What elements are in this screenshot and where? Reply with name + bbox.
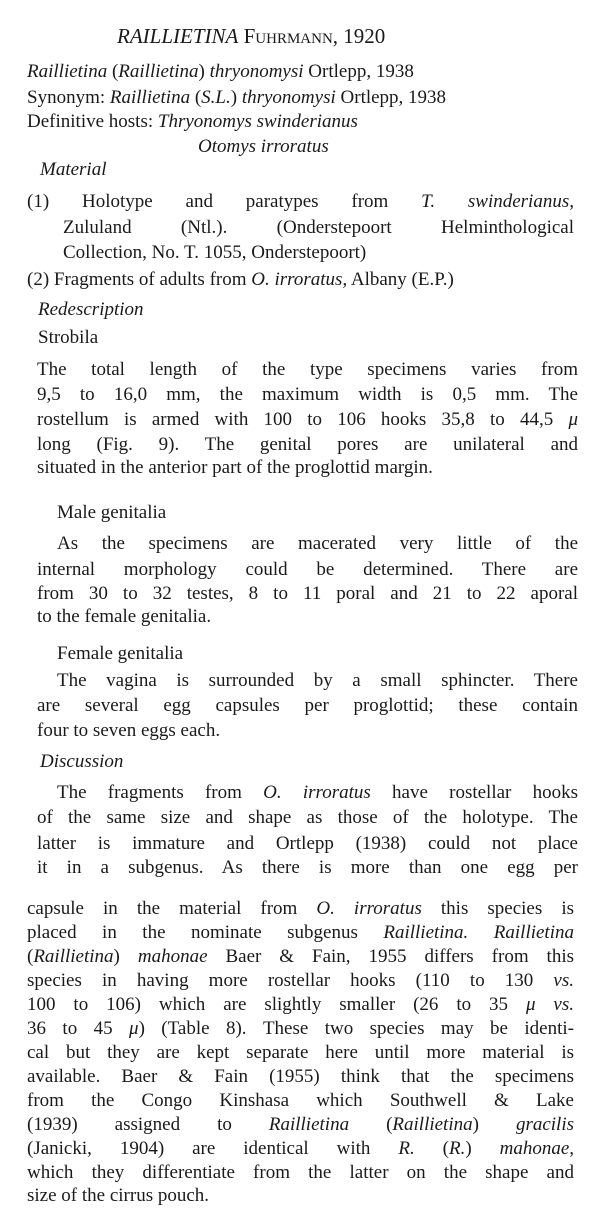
text-line — [27, 945, 574, 969]
text-segment: placed in the nominate subgenus — [27, 922, 384, 943]
italic-text: μ — [129, 1018, 139, 1039]
italic-text: Raillietina — [109, 87, 191, 108]
text-line — [37, 856, 578, 880]
italic-text: S.L. — [201, 87, 231, 108]
text-segment: have rostellar hooks — [370, 782, 579, 803]
text-segment: four to seven eggs each. — [37, 720, 221, 741]
text-line — [37, 383, 578, 407]
text-segment: Definitive hosts: — [27, 111, 158, 132]
text-line — [27, 1017, 574, 1041]
italic-text: μ vs. — [525, 994, 574, 1015]
text-line — [38, 298, 144, 322]
text-segment: 9,5 to 16,0 mm, the maximum width is 0,5 mm. The — [37, 384, 578, 405]
text-segment: ) — [230, 87, 242, 108]
text-line — [37, 806, 578, 830]
text-segment: The fragments from — [57, 782, 264, 803]
text-segment: Male genitalia — [57, 502, 167, 523]
text-segment: ) (Table 8). These two species may be identi- — [138, 1018, 574, 1039]
text-segment: The total length of the type specimens varies from — [37, 359, 578, 380]
italic-text: Thryonomys swinderianus — [157, 111, 358, 132]
italic-text: Raillietina. Raillietina — [383, 922, 574, 943]
italic-text: Discussion — [40, 751, 124, 772]
text-line — [27, 1113, 574, 1137]
text-segment: Synonym: — [27, 87, 110, 108]
text-line — [37, 558, 578, 582]
text-segment: latter is immature and Ortlepp (1938) could not place — [37, 833, 578, 854]
text-segment: this species is — [421, 898, 574, 919]
text-segment: Zululand (Ntl.). (Onderstepoort Helminthological — [63, 217, 574, 238]
italic-text: gracilis — [515, 1114, 575, 1135]
text-segment: Fuhrmann — [243, 24, 333, 48]
text-segment: from the Congo Kinshasa which Southwell & Lake — [27, 1090, 574, 1111]
text-line — [37, 605, 211, 629]
italic-text: O. irroratus, — [251, 269, 348, 290]
text-line — [40, 750, 123, 774]
italic-text: R. — [448, 1138, 466, 1159]
text-segment: ) — [113, 946, 138, 967]
italic-text: Redescription — [38, 299, 144, 320]
text-line — [27, 993, 574, 1017]
text-segment: ) — [472, 1114, 516, 1135]
text-line — [27, 897, 574, 921]
text-segment: (1) Holotype and paratypes from — [27, 191, 422, 212]
italic-text: vs. — [553, 970, 574, 991]
page-title — [117, 24, 385, 48]
text-line — [37, 582, 578, 606]
text-segment: to the female genitalia. — [37, 606, 212, 627]
text-segment: of the same size and shape as those of the holotype. The — [37, 807, 578, 828]
text-line — [198, 135, 329, 159]
italic-text: thryonomysi — [241, 87, 336, 108]
text-segment: ) — [465, 1138, 500, 1159]
text-line — [27, 1161, 574, 1185]
text-line — [37, 719, 220, 743]
italic-text: Raillietina — [392, 1114, 473, 1135]
text-line — [27, 1089, 574, 1113]
text-line — [27, 86, 446, 110]
text-segment: ( — [349, 1114, 393, 1135]
text-segment: (1939) assigned to — [27, 1114, 269, 1135]
text-segment: are several egg capsules per proglottid; these contain — [37, 695, 578, 716]
italic-text: Otomys irroratus — [198, 136, 329, 157]
text-line — [57, 642, 183, 666]
text-segment: Ortlepp, 1938 — [335, 87, 447, 108]
text-line — [63, 216, 574, 240]
text-line — [57, 781, 578, 805]
italic-text: Raillietina — [268, 1114, 350, 1135]
text-segment: As the specimens are macerated very little of the — [57, 533, 578, 554]
italic-text: R. — [398, 1138, 415, 1159]
text-line — [37, 358, 578, 382]
italic-text: Raillietina — [27, 61, 108, 82]
italic-text: Raillietina — [118, 61, 199, 82]
text-segment: capsule in the material from — [27, 898, 317, 919]
text-line — [37, 433, 578, 457]
text-line — [37, 408, 578, 432]
text-line — [38, 326, 98, 350]
text-segment: Collection, No. T. 1055, Onderstepoort) — [63, 242, 367, 263]
text-line — [27, 110, 358, 134]
italic-text: O. irroratus — [316, 898, 422, 919]
text-line — [27, 1137, 574, 1161]
text-segment: 36 to 45 — [27, 1018, 130, 1039]
text-line — [37, 832, 578, 856]
text-segment: situated in the anterior part of the proglottid margin. — [37, 457, 433, 478]
text-line — [40, 158, 107, 182]
italic-text: RAILLIETINA — [117, 24, 239, 48]
text-line — [27, 921, 574, 945]
text-segment: (2) Fragments of adults from — [27, 269, 252, 290]
text-line — [57, 669, 578, 693]
text-segment: size of the cirrus pouch. — [27, 1185, 210, 1206]
text-line — [37, 456, 433, 480]
text-segment: Albany (E.P.) — [347, 269, 454, 290]
text-segment: Baer & Fain, 1955 differs from this — [207, 946, 575, 967]
text-segment: Female genitalia — [57, 643, 184, 664]
text-segment: ) — [198, 61, 210, 82]
text-segment: Ortlepp, 1938 — [303, 61, 414, 82]
text-line — [27, 60, 414, 84]
text-segment: rostellum is armed with 100 to 106 hooks 35,8 to 44,5 — [37, 409, 569, 430]
text-segment: (Janicki, 1904) are identical with — [27, 1138, 399, 1159]
text-line — [37, 694, 578, 718]
text-line — [63, 241, 366, 265]
italic-text: μ — [568, 409, 578, 430]
text-segment: internal morphology could be determined. There are — [37, 559, 578, 580]
text-line — [57, 532, 578, 556]
italic-text: Raillietina — [33, 946, 114, 967]
text-line — [27, 1065, 574, 1089]
text-line — [27, 1041, 574, 1065]
text-segment: , 1920 — [332, 24, 386, 48]
text-line — [27, 268, 454, 292]
text-segment: ( — [107, 61, 119, 82]
text-segment: The vagina is surrounded by a small sphincter. There — [57, 670, 578, 691]
italic-text: O. irroratus — [263, 782, 371, 803]
text-segment: Strobila — [38, 327, 99, 348]
text-segment: species in having more rostellar hooks (110 to 130 — [27, 970, 554, 991]
italic-text: mahonae — [137, 946, 208, 967]
text-segment: ( — [27, 946, 34, 967]
text-segment: long (Fig. 9). The genital pores are unilateral and — [37, 434, 578, 455]
text-line — [57, 501, 166, 525]
text-segment: 100 to 106) which are slightly smaller (26 to 35 — [27, 994, 526, 1015]
italic-text: mahonae, — [499, 1138, 575, 1159]
text-segment: available. Baer & Fain (1955) think that the specimens — [27, 1066, 574, 1087]
text-line — [27, 969, 574, 993]
text-line — [27, 1184, 209, 1208]
text-segment: ( — [190, 87, 202, 108]
text-line — [27, 190, 574, 214]
text-segment: which they differentiate from the latter on the shape and — [27, 1162, 574, 1183]
text-segment: it in a subgenus. As there is more than one egg per — [37, 857, 578, 878]
text-segment: ( — [414, 1138, 449, 1159]
text-segment: cal but they are kept separate here until more material is — [27, 1042, 574, 1063]
italic-text: T. swinderianus, — [421, 191, 574, 212]
italic-text: Material — [40, 159, 107, 180]
italic-text: thryonomysi — [209, 61, 304, 82]
text-segment: from 30 to 32 testes, 8 to 11 poral and 21 to 22 aporal — [37, 583, 578, 604]
